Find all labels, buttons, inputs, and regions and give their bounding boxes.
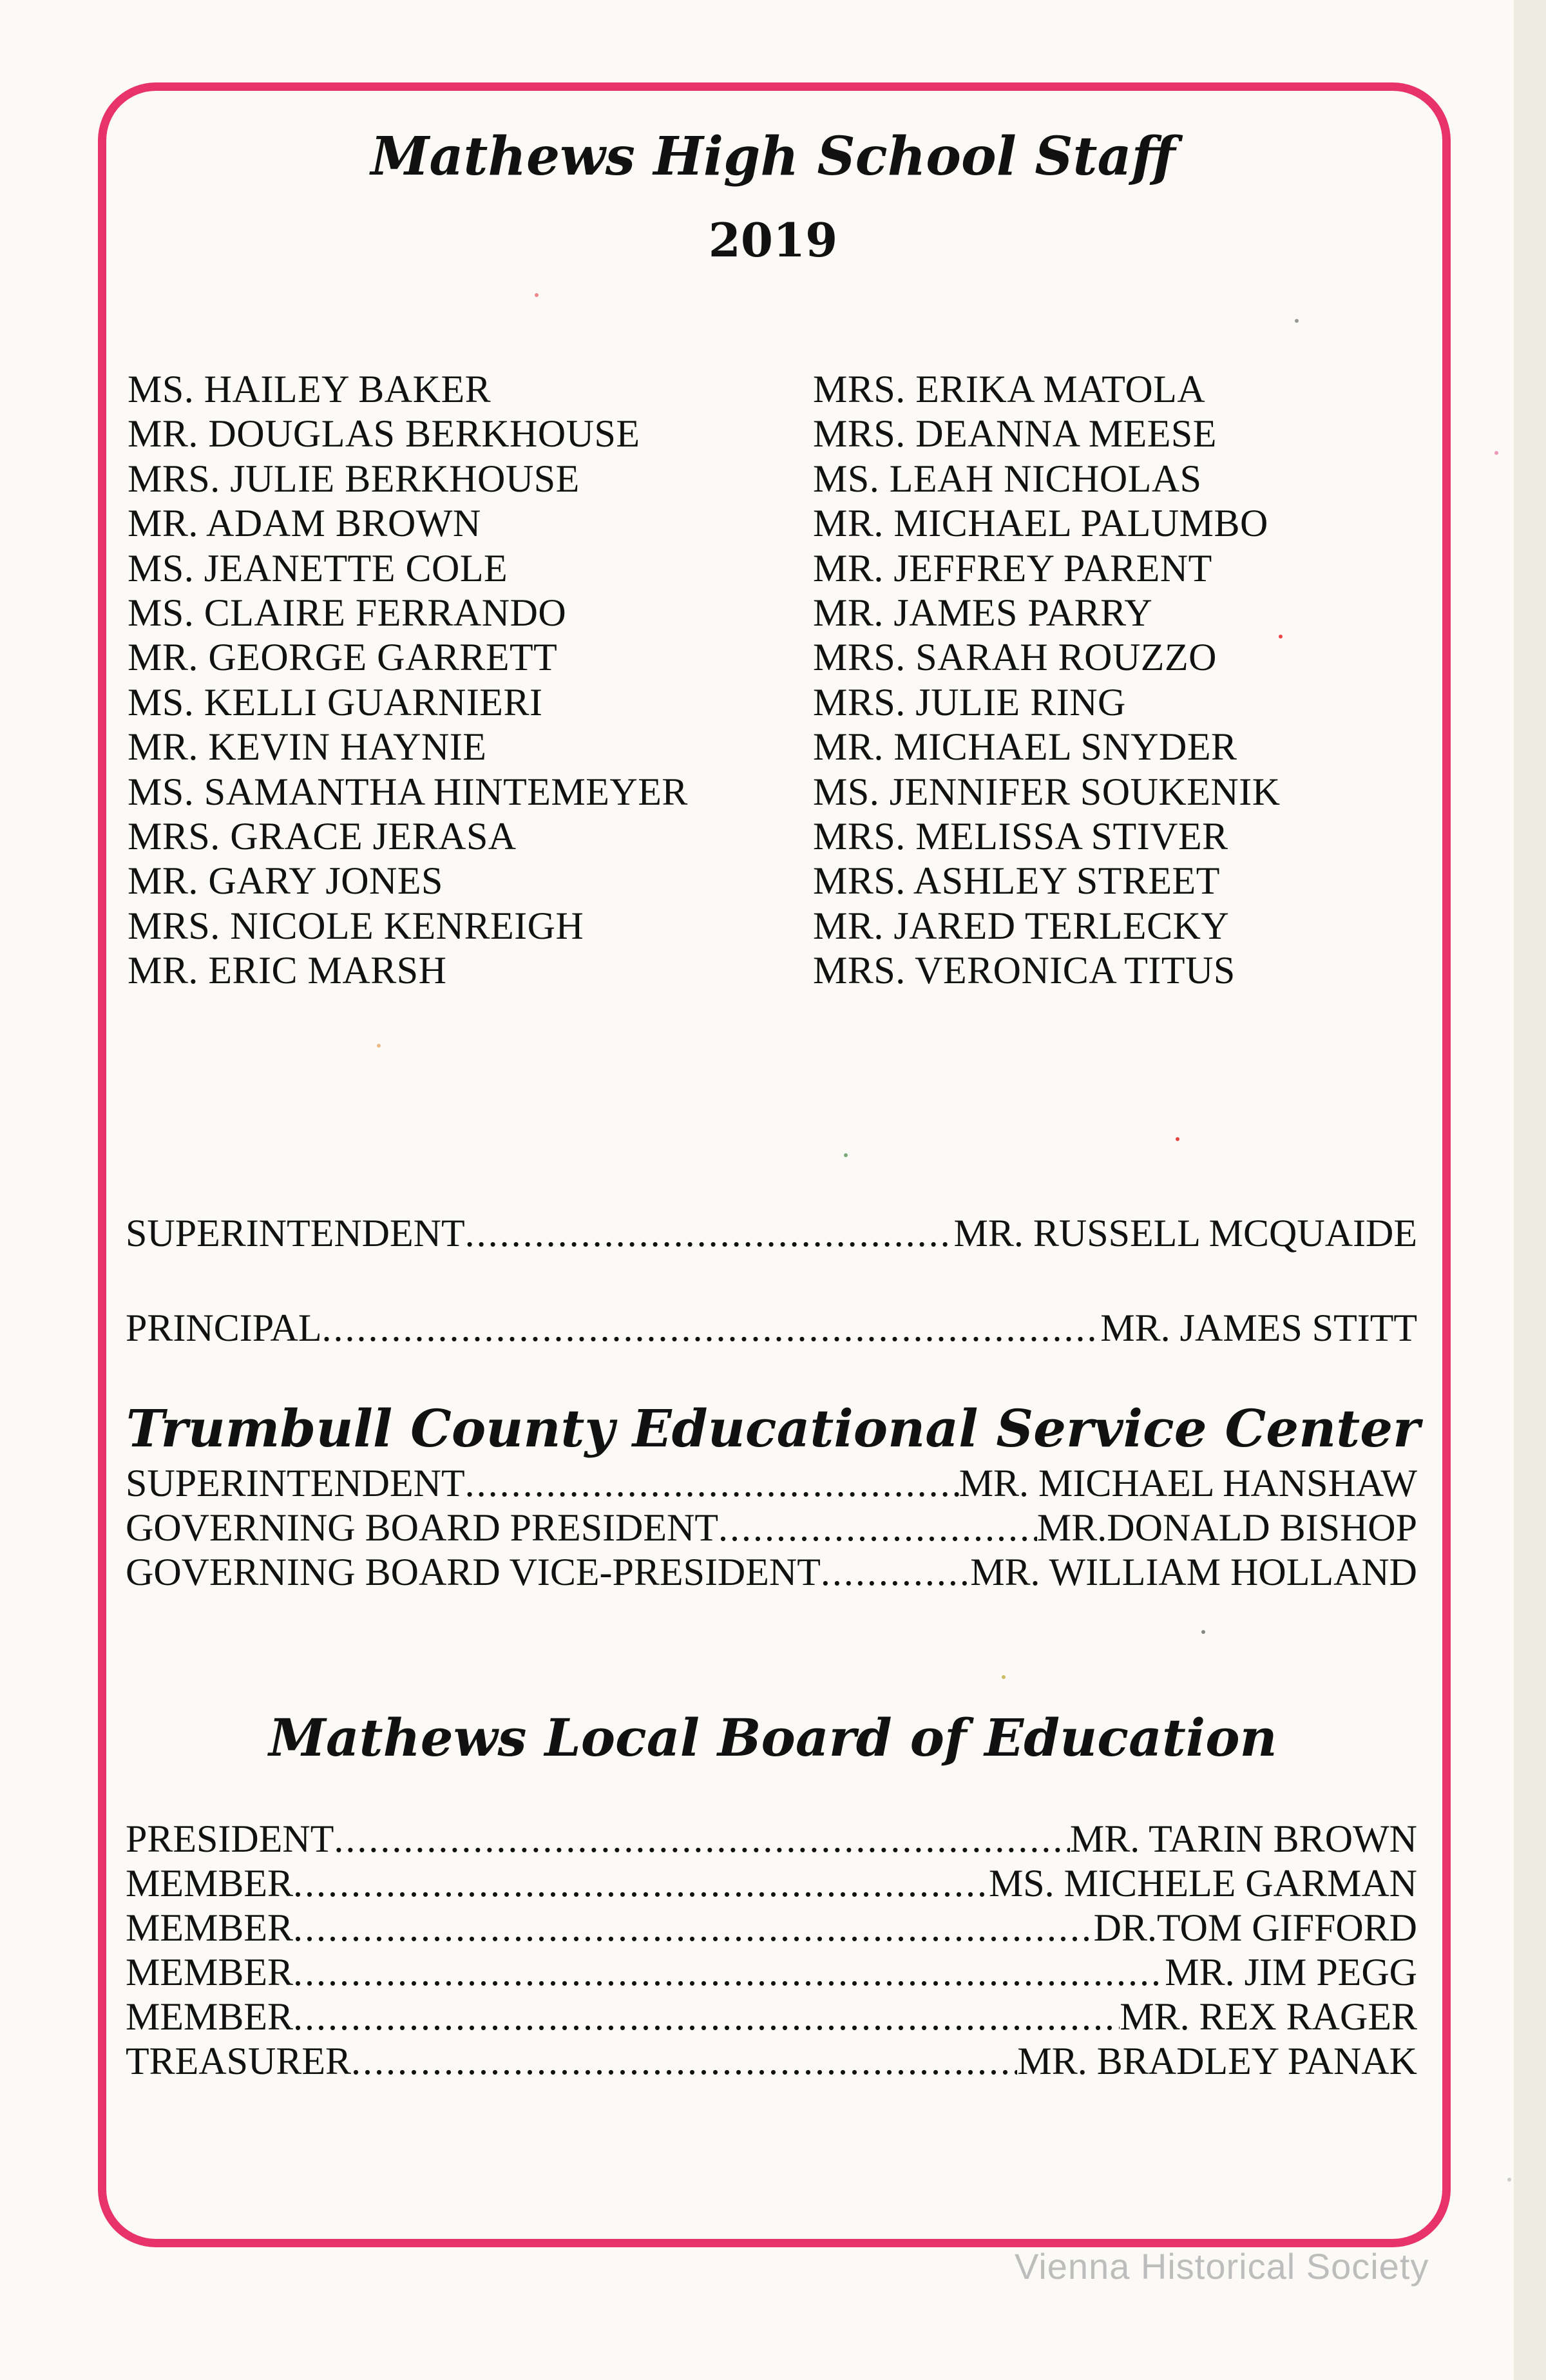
staff-name: MR. JARED TERLECKY <box>813 904 1230 947</box>
tcesc-heading: Trumbull County Educational Service Center <box>126 1398 1420 1459</box>
staff-name: MR. ADAM BROWN <box>128 502 481 545</box>
role-label: PRESIDENT <box>126 1818 334 1860</box>
staff-name: MRS. GRACE JERASA <box>128 815 517 858</box>
person-name: MR. BRADLEY PANAK <box>1017 2040 1417 2082</box>
staff-name: MRS. VERONICA TITUS <box>813 949 1236 992</box>
leader-dots <box>465 1461 959 1506</box>
staff-name: MR. MICHAEL PALUMBO <box>813 502 1268 545</box>
staff-name: MRS. JULIE RING <box>813 680 1126 724</box>
staff-name: MR. KEVIN HAYNIE <box>128 725 487 769</box>
person-name: MR. TARIN BROWN <box>1069 1818 1417 1860</box>
staff-name: MR. JAMES PARRY <box>813 591 1153 635</box>
tcesc-row <box>126 1506 1417 1550</box>
staff-name: MRS. JULIE BERKHOUSE <box>128 457 580 500</box>
staff-name: MR. JEFFREY PARENT <box>813 546 1212 590</box>
paper-speck <box>1279 635 1283 638</box>
leader-dots <box>465 1211 954 1256</box>
staff-name: MS. CLAIRE FERRANDO <box>128 591 567 635</box>
leader-dots <box>293 1906 1094 1950</box>
paper-speck <box>1507 2178 1511 2182</box>
staff-name: MS. HAILEY BAKER <box>128 368 491 410</box>
paper-speck <box>1295 319 1299 323</box>
role-label: MEMBER <box>126 1951 294 1993</box>
watermark: Vienna Historical Society <box>1015 2246 1429 2287</box>
person-name: MR. JAMES STITT <box>1100 1307 1417 1349</box>
staff-list-right <box>813 367 1281 993</box>
staff-name: MS. LEAH NICHOLAS <box>813 457 1202 500</box>
page-title: Mathews High School Staff <box>370 126 1176 187</box>
role-label: GOVERNING BOARD VICE-PRESIDENT <box>126 1551 821 1593</box>
year: 2019 <box>708 213 838 267</box>
person-name: MR.DONALD BISHOP <box>1036 1506 1417 1549</box>
tcesc-row <box>126 1550 1417 1595</box>
board-heading: Mathews Local Board of Education <box>269 1707 1277 1768</box>
paper-speck <box>1201 1630 1205 1634</box>
staff-list-left <box>128 367 688 993</box>
paper-edge <box>1514 0 1546 2380</box>
leader-dots <box>351 2039 1017 2084</box>
board-row <box>126 2039 1417 2084</box>
leader-dots <box>821 1550 970 1595</box>
role-label: MEMBER <box>126 1906 294 1949</box>
staff-name: MR. GARY JONES <box>128 859 443 903</box>
staff-name: MRS. NICOLE KENREIGH <box>128 904 584 947</box>
person-name: MR. MICHAEL HANSHAW <box>959 1462 1417 1504</box>
leader-dots <box>322 1306 1101 1350</box>
staff-name: MRS. ASHLEY STREET <box>813 859 1220 903</box>
staff-name: MS. KELLI GUARNIERI <box>128 680 543 724</box>
board-row <box>126 1817 1417 1861</box>
person-name: MR. REX RAGER <box>1120 1995 1417 2038</box>
role-label: GOVERNING BOARD PRESIDENT <box>126 1506 719 1549</box>
staff-name: MR. GEORGE GARRETT <box>128 636 558 679</box>
role-label: MEMBER <box>126 1862 294 1905</box>
person-name: DR.TOM GIFFORD <box>1093 1906 1417 1949</box>
board-row <box>126 1861 1417 1906</box>
paper-speck <box>1494 451 1498 455</box>
staff-name: MR. ERIC MARSH <box>128 949 447 992</box>
paper-speck <box>535 293 539 297</box>
staff-name: MRS. DEANNA MEESE <box>813 412 1217 456</box>
staff-name: MS. JEANETTE COLE <box>128 546 508 590</box>
leader-dots <box>293 1861 989 1906</box>
role-label: TREASURER <box>126 2040 352 2082</box>
person-name: MR. JIM PEGG <box>1165 1951 1417 1993</box>
staff-name: MR. DOUGLAS BERKHOUSE <box>128 412 640 456</box>
board-row <box>126 1950 1417 1995</box>
role-label: MEMBER <box>126 1995 294 2038</box>
paper-speck <box>844 1153 848 1157</box>
leader-dots <box>718 1506 1037 1550</box>
staff-name: MRS. SARAH ROUZZO <box>813 636 1217 679</box>
leader-dots <box>293 1995 1120 2039</box>
paper-speck <box>1176 1137 1179 1141</box>
paper-speck <box>377 1044 381 1048</box>
admin-row-principal <box>126 1306 1417 1350</box>
person-name: MR. RUSSELL MCQUAIDE <box>953 1212 1417 1254</box>
staff-name: MRS. ERIKA MATOLA <box>813 368 1206 410</box>
role-label: PRINCIPAL <box>126 1307 322 1349</box>
paper-speck <box>1002 1675 1006 1679</box>
staff-name: MR. MICHAEL SNYDER <box>813 725 1237 769</box>
role-label: SUPERINTENDENT <box>126 1212 465 1254</box>
board-row <box>126 1995 1417 2039</box>
leader-dots <box>293 1950 1165 1995</box>
admin-row-superintendent <box>126 1211 1417 1256</box>
board-row <box>126 1906 1417 1950</box>
role-label: SUPERINTENDENT <box>126 1462 465 1504</box>
leader-dots <box>334 1817 1070 1861</box>
staff-name: MS. SAMANTHA HINTEMEYER <box>128 770 688 813</box>
tcesc-row <box>126 1461 1417 1506</box>
person-name: MS. MICHELE GARMAN <box>988 1862 1417 1905</box>
staff-name: MS. JENNIFER SOUKENIK <box>813 770 1281 813</box>
staff-name: MRS. MELISSA STIVER <box>813 815 1228 858</box>
person-name: MR. WILLIAM HOLLAND <box>970 1551 1417 1593</box>
